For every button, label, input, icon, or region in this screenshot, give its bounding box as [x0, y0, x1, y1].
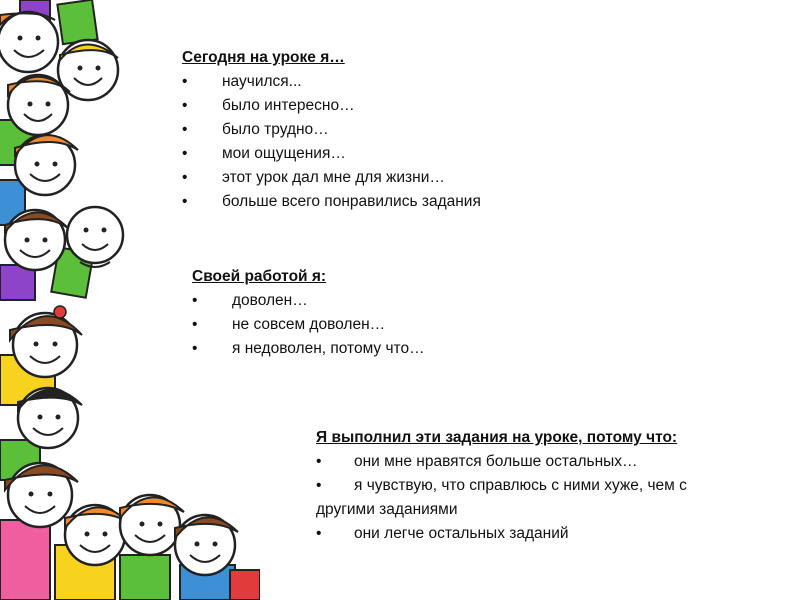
- reflection-section-work: [192, 265, 552, 361]
- list-item: • я чувствую, что справлюсь с ними хуже, чем с другими заданиями: [316, 474, 746, 522]
- kid-face-2: [58, 40, 118, 100]
- list-item: • доволен…: [192, 289, 552, 313]
- section-heading-tasks: Я выполнил эти задания на уроке, потому что:: [316, 429, 678, 446]
- reflection-section-tasks: [316, 426, 746, 546]
- list-item: • мои ощущения…: [182, 142, 602, 166]
- bullet: •: [192, 340, 198, 357]
- kid-face-3: [8, 75, 70, 135]
- bullet: •: [182, 169, 188, 186]
- bullet: •: [316, 525, 322, 542]
- section-heading-today: Сегодня на уроке я…: [182, 49, 345, 66]
- bullet: •: [316, 453, 322, 470]
- bullet: •: [192, 292, 198, 309]
- list-tasks: [316, 450, 746, 546]
- bullet: •: [192, 316, 198, 333]
- list-item: • больше всего понравились задания: [182, 190, 602, 214]
- kid-face-7: [10, 306, 82, 377]
- list-item: • они мне нравятся больше остальных…: [316, 450, 746, 474]
- list-item: • не совсем доволен…: [192, 313, 552, 337]
- kid-face-1: [0, 12, 58, 72]
- list-today: [182, 70, 602, 214]
- clothing-green-bottom: [120, 555, 170, 600]
- list-item: • они легче остальных заданий: [316, 522, 746, 546]
- list-item: • научился...: [182, 70, 602, 94]
- bullet: •: [316, 477, 322, 494]
- bullet: •: [182, 121, 188, 138]
- bullet: •: [182, 145, 188, 162]
- reflection-section-today: [182, 46, 602, 214]
- bullet: •: [182, 97, 188, 114]
- clothing-pink-low: [0, 520, 50, 600]
- list-item: • было трудно…: [182, 118, 602, 142]
- list-item: • я недоволен, потому что…: [192, 337, 552, 361]
- bullet: •: [182, 193, 188, 210]
- bullet: •: [182, 73, 188, 90]
- clothing-red-bottom: [230, 570, 260, 600]
- kid-face-8: [18, 388, 82, 448]
- kid-face-10: [65, 505, 128, 565]
- clothing-green-top: [57, 0, 97, 44]
- list-item: • было интересно…: [182, 94, 602, 118]
- section-heading-work: Своей работой я:: [192, 268, 327, 285]
- list-item: • этот урок дал мне для жизни…: [182, 166, 602, 190]
- list-work: [192, 289, 552, 361]
- kid-face-4: [15, 135, 78, 195]
